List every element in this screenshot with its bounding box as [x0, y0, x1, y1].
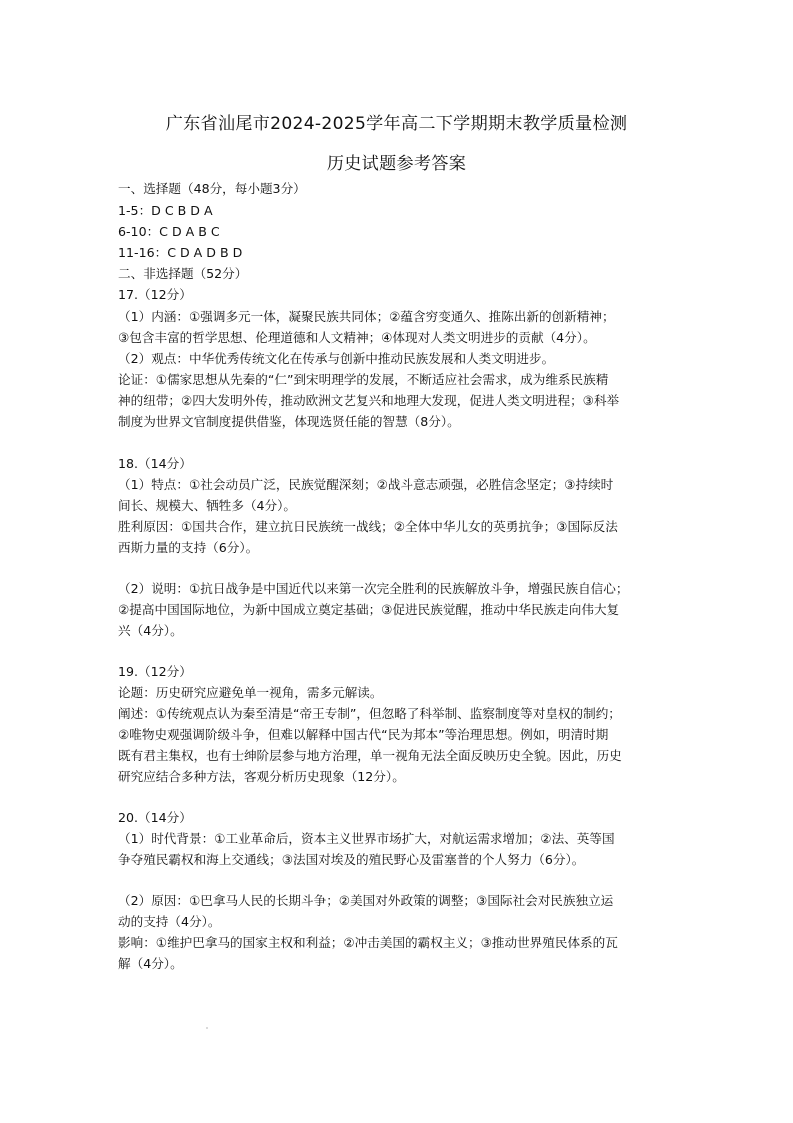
- answer-line: 既有君主集权，也有士绅阶层参与地方治理，单一视角无法全面反映历史全貌。因此，历史: [118, 748, 622, 763]
- document-subtitle: 历史试题参考答案: [326, 154, 467, 174]
- answer-line: 神的纽带；②四大发明外传，推动欧洲文艺复兴和地理大发现，促进人类文明进程；③科举: [118, 393, 620, 408]
- answer-line: 6-10：C D A B C: [118, 224, 220, 239]
- answer-line: 西斯力量的支持（6分）。: [118, 540, 259, 555]
- answer-line: ②提高中国国际地位，为新中国成立奠定基础；③促进民族觉醒，推动中华民族走向伟大复: [118, 602, 620, 617]
- answer-line: （1）时代背景：①工业革命后，资本主义世界市场扩大，对航运需求增加；②法、英等国: [118, 831, 615, 846]
- answer-line: 解（4分）。: [118, 956, 183, 971]
- answer-line: （1）内涵：①强调多元一体，凝聚民族共同体；②蕴含穷变通久、推陈出新的创新精神；: [118, 309, 615, 324]
- answer-line: 制度为世界文官制度提供借鉴，体现选贤任能的智慧（8分）。: [118, 414, 460, 429]
- answer-line: （2）说明：①抗日战争是中国近代以来第一次完全胜利的民族解放斗争，增强民族自信心；: [118, 581, 629, 596]
- question-heading: 20.（14分）: [118, 810, 192, 825]
- section-heading-nonchoice: 二、非选择题（52分）: [118, 266, 248, 281]
- answer-line: 11-16：C D A D B D: [118, 245, 243, 260]
- answer-line: 动的支持（4分）。: [118, 914, 221, 929]
- answer-line: （1）特点：①社会动员广泛，民族觉醒深刻；②战斗意志顽强，必胜信念坚定；③持续时: [118, 477, 614, 492]
- question-heading: 17.（12分）: [118, 287, 192, 302]
- answer-line: 阐述：①传统观点认为秦至清是“帝王专制”，但忽略了科举制、监察制度等对皇权的制约；: [118, 706, 621, 721]
- section-heading-choice: 一、选择题（48分，每小题3分）: [118, 181, 306, 196]
- answer-line: 争夺殖民霸权和海上交通线；③法国对埃及的殖民野心及雷塞普的个人努力（6分）。: [118, 852, 585, 867]
- answer-line: 1-5：D C B D A: [118, 203, 213, 218]
- answer-line: 研究应结合多种方法，客观分析历史现象（12分）。: [118, 769, 405, 784]
- answer-line: ③包含丰富的哲学思想、伦理道德和人文精神；④体现对人类文明进步的贡献（4分）。: [118, 330, 596, 345]
- answer-line: （2）原因：①巴拿马人民的长期斗争；②美国对外政策的调整；③国际社会对民族独立运: [118, 893, 614, 908]
- answer-line: （2）观点：中华优秀传统文化在传承与创新中推动民族发展和人类文明进步。: [118, 351, 555, 366]
- answer-line: 论证：①儒家思想从先秦的“仁”到宋明理学的发展，不断适应社会需求，成为维系民族精: [118, 372, 609, 387]
- scan-speck: [206, 1027, 208, 1029]
- answer-line: 兴（4分）。: [118, 623, 183, 638]
- answer-line: 论题：历史研究应避免单一视角，需多元解读。: [118, 685, 383, 700]
- answer-line: 间长、规模大、牺牲多（4分）。: [118, 498, 297, 513]
- answer-line: 影响：①维护巴拿马的国家主权和利益；②冲击美国的霸权主义；③推动世界殖民体系的瓦: [118, 935, 618, 950]
- question-heading: 19.（12分）: [118, 664, 192, 679]
- document-title: 广东省汕尾市2024-2025学年高二下学期期末教学质量检测: [165, 114, 628, 134]
- answer-line: 胜利原因：①国共合作，建立抗日民族统一战线；②全体中华儿女的英勇抗争；③国际反法: [118, 519, 618, 534]
- question-heading: 18.（14分）: [118, 456, 192, 471]
- answer-line: ②唯物史观强调阶级斗争，但难以解释中国古代“民为邦本”等治理思想。例如，明清时期: [118, 727, 609, 742]
